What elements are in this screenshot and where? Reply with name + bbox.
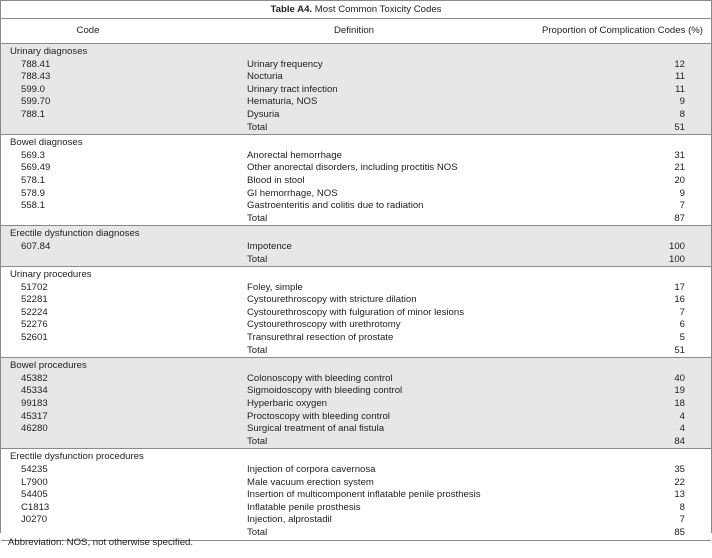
proportion-cell: 35 [674, 464, 685, 475]
definition-cell: Foley, simple [247, 281, 303, 293]
code-cell: 52601 [21, 332, 48, 344]
definition-cell: Colonoscopy with bleeding control [247, 372, 393, 384]
table-row [1, 59, 711, 72]
code-cell: C1813 [21, 501, 50, 513]
table-row [1, 294, 711, 307]
code-cell: 45382 [21, 372, 48, 384]
proportion-cell: 16 [674, 294, 685, 306]
definition-cell: Hematuria, NOS [247, 96, 318, 108]
code-cell: J0270 [21, 514, 48, 526]
proportion-cell: 84 [674, 435, 685, 447]
table-row [1, 464, 711, 477]
proportion-cell: 31 [674, 149, 685, 161]
table-section [1, 267, 711, 358]
table-section [1, 44, 711, 135]
section-title: Erectile dysfunction procedures [10, 451, 144, 463]
table-row [1, 188, 711, 201]
proportion-cell: 22 [674, 476, 685, 488]
table-row [1, 175, 711, 188]
definition-cell: Transurethral resection of prostate [247, 332, 394, 344]
proportion-cell: 9 [679, 187, 685, 199]
definition-cell: Dysuria [247, 108, 280, 120]
table-row [1, 254, 711, 267]
code-cell: 788.43 [21, 71, 51, 83]
proportion-cell: 9 [679, 96, 685, 108]
table-row [1, 71, 711, 84]
proportion-cell: 51 [674, 344, 685, 356]
section-title: Bowel procedures [10, 360, 87, 372]
table-row [1, 411, 711, 424]
code-cell: 578.1 [21, 174, 46, 186]
table-row [1, 162, 711, 175]
table-row [1, 514, 711, 527]
definition-cell: Injection of corpora cavernosa [247, 464, 376, 475]
definition-cell: Male vacuum erection system [247, 476, 374, 488]
proportion-cell: 5 [679, 332, 685, 344]
table-label: Table A4. [270, 4, 313, 15]
definition-cell: Proctoscopy with bleeding control [247, 410, 390, 422]
definition-cell: Inflatable penile prosthesis [247, 501, 361, 513]
code-cell: 52224 [21, 306, 48, 318]
header-proportion: Proportion of Complication Codes (%) [541, 25, 703, 36]
definition-cell: GI hemorrhage, NOS [247, 187, 338, 199]
definition-cell: Total [247, 212, 268, 224]
definition-cell: Other anorectal disorders, including proctitis NOS [247, 162, 458, 174]
definition-cell: Total [247, 526, 268, 538]
proportion-cell: 85 [674, 526, 685, 538]
code-cell: 52281 [21, 294, 48, 306]
proportion-cell: 12 [674, 58, 685, 70]
table-footnote: Abbreviation: NOS, not otherwise specified. [8, 537, 194, 548]
definition-cell: Nocturia [247, 71, 283, 83]
table-section [1, 135, 711, 226]
proportion-cell: 7 [679, 306, 685, 318]
code-cell: 578.9 [21, 187, 46, 199]
table-row [1, 84, 711, 97]
definition-cell: Total [247, 121, 268, 133]
proportion-cell: 11 [675, 83, 685, 95]
code-cell: 45317 [21, 410, 48, 422]
table-title: Most Common Toxicity Codes [314, 4, 442, 15]
code-cell: 788.41 [21, 58, 51, 70]
table-row [1, 241, 711, 254]
code-cell: 52276 [21, 319, 48, 331]
code-cell: 599.70 [21, 96, 51, 108]
table-row [1, 150, 711, 163]
table-section [1, 449, 711, 540]
definition-cell: Hyperbaric oxygen [247, 398, 327, 410]
code-cell: 569.49 [21, 162, 51, 174]
definition-cell: Insertion of multicomponent inflatable penile prosthesis [247, 489, 481, 501]
definition-cell: Impotence [247, 240, 292, 252]
code-cell: 788.1 [21, 108, 46, 120]
code-cell: 599.0 [21, 83, 46, 95]
section-title: Erectile dysfunction diagnoses [10, 228, 140, 240]
code-cell: L7900 [21, 476, 48, 488]
code-cell: 558.1 [21, 200, 46, 212]
code-cell: 99183 [21, 398, 48, 410]
table-row [1, 332, 711, 345]
proportion-cell: 13 [674, 489, 685, 501]
proportion-cell: 51 [674, 121, 685, 133]
proportion-cell: 19 [674, 385, 685, 397]
table-row [1, 477, 711, 490]
table-row [1, 200, 711, 213]
proportion-cell: 100 [668, 253, 685, 265]
definition-cell: Total [247, 253, 268, 265]
proportion-cell: 40 [674, 372, 685, 384]
section-title: Urinary procedures [10, 269, 92, 281]
code-cell: 54235 [21, 464, 48, 475]
table-row [1, 345, 711, 358]
table-row [1, 319, 711, 332]
definition-cell: Cystourethroscopy with fulguration of minor lesions [247, 306, 465, 318]
table-row [1, 373, 711, 386]
definition-cell: Gastroenteritis and colitis due to radiation [247, 200, 424, 212]
code-cell: 54405 [21, 489, 48, 501]
definition-cell: Urinary tract infection [247, 83, 338, 95]
proportion-cell: 8 [679, 501, 685, 513]
code-cell: 46280 [21, 423, 48, 435]
table-row [1, 436, 711, 449]
definition-cell: Cystourethroscopy with stricture dilation [247, 294, 417, 306]
proportion-cell: 7 [679, 514, 685, 526]
table-row [1, 423, 711, 436]
proportion-cell: 100 [668, 240, 685, 252]
table-row [1, 385, 711, 398]
table-header [1, 19, 711, 44]
proportion-cell: 21 [674, 162, 685, 174]
proportion-cell: 11 [675, 71, 685, 83]
code-cell: 607.84 [21, 240, 51, 252]
proportion-cell: 18 [674, 398, 685, 410]
definition-cell: Sigmoidoscopy with bleeding control [247, 385, 403, 397]
section-title: Bowel diagnoses [10, 137, 83, 149]
table-row [1, 489, 711, 502]
table-section [1, 226, 711, 267]
table-row [1, 109, 711, 122]
table-section [1, 358, 711, 449]
code-cell: 569.3 [21, 149, 46, 161]
header-definition: Definition [334, 25, 374, 36]
table-row [1, 213, 711, 226]
definition-cell: Total [247, 435, 268, 447]
code-cell: 45334 [21, 385, 48, 397]
proportion-cell: 8 [679, 108, 685, 120]
table-body [1, 44, 711, 541]
table-row [1, 307, 711, 320]
definition-cell: Cystourethroscopy with urethrotomy [247, 319, 401, 331]
section-title: Urinary diagnoses [10, 46, 88, 57]
proportion-cell: 7 [679, 200, 685, 212]
definition-cell: Total [247, 344, 268, 356]
proportion-cell: 20 [674, 174, 685, 186]
table-row [1, 398, 711, 411]
definition-cell: Injection, alprostadil [247, 514, 332, 526]
proportion-cell: 4 [679, 410, 685, 422]
table-row [1, 282, 711, 295]
definition-cell: Anorectal hemorrhage [247, 149, 342, 161]
header-code: Code [76, 25, 100, 36]
proportion-cell: 6 [679, 319, 685, 331]
table-caption [1, 1, 711, 19]
proportion-cell: 4 [679, 423, 685, 435]
table-row [1, 502, 711, 515]
definition-cell: Blood in stool [247, 174, 305, 186]
table-row [1, 122, 711, 135]
proportion-cell: 17 [674, 281, 685, 293]
proportion-cell: 87 [674, 212, 685, 224]
definition-cell: Surgical treatment of anal fistula [247, 423, 385, 435]
code-cell: 51702 [21, 281, 48, 293]
table-row [1, 96, 711, 109]
definition-cell: Urinary frequency [247, 58, 323, 70]
